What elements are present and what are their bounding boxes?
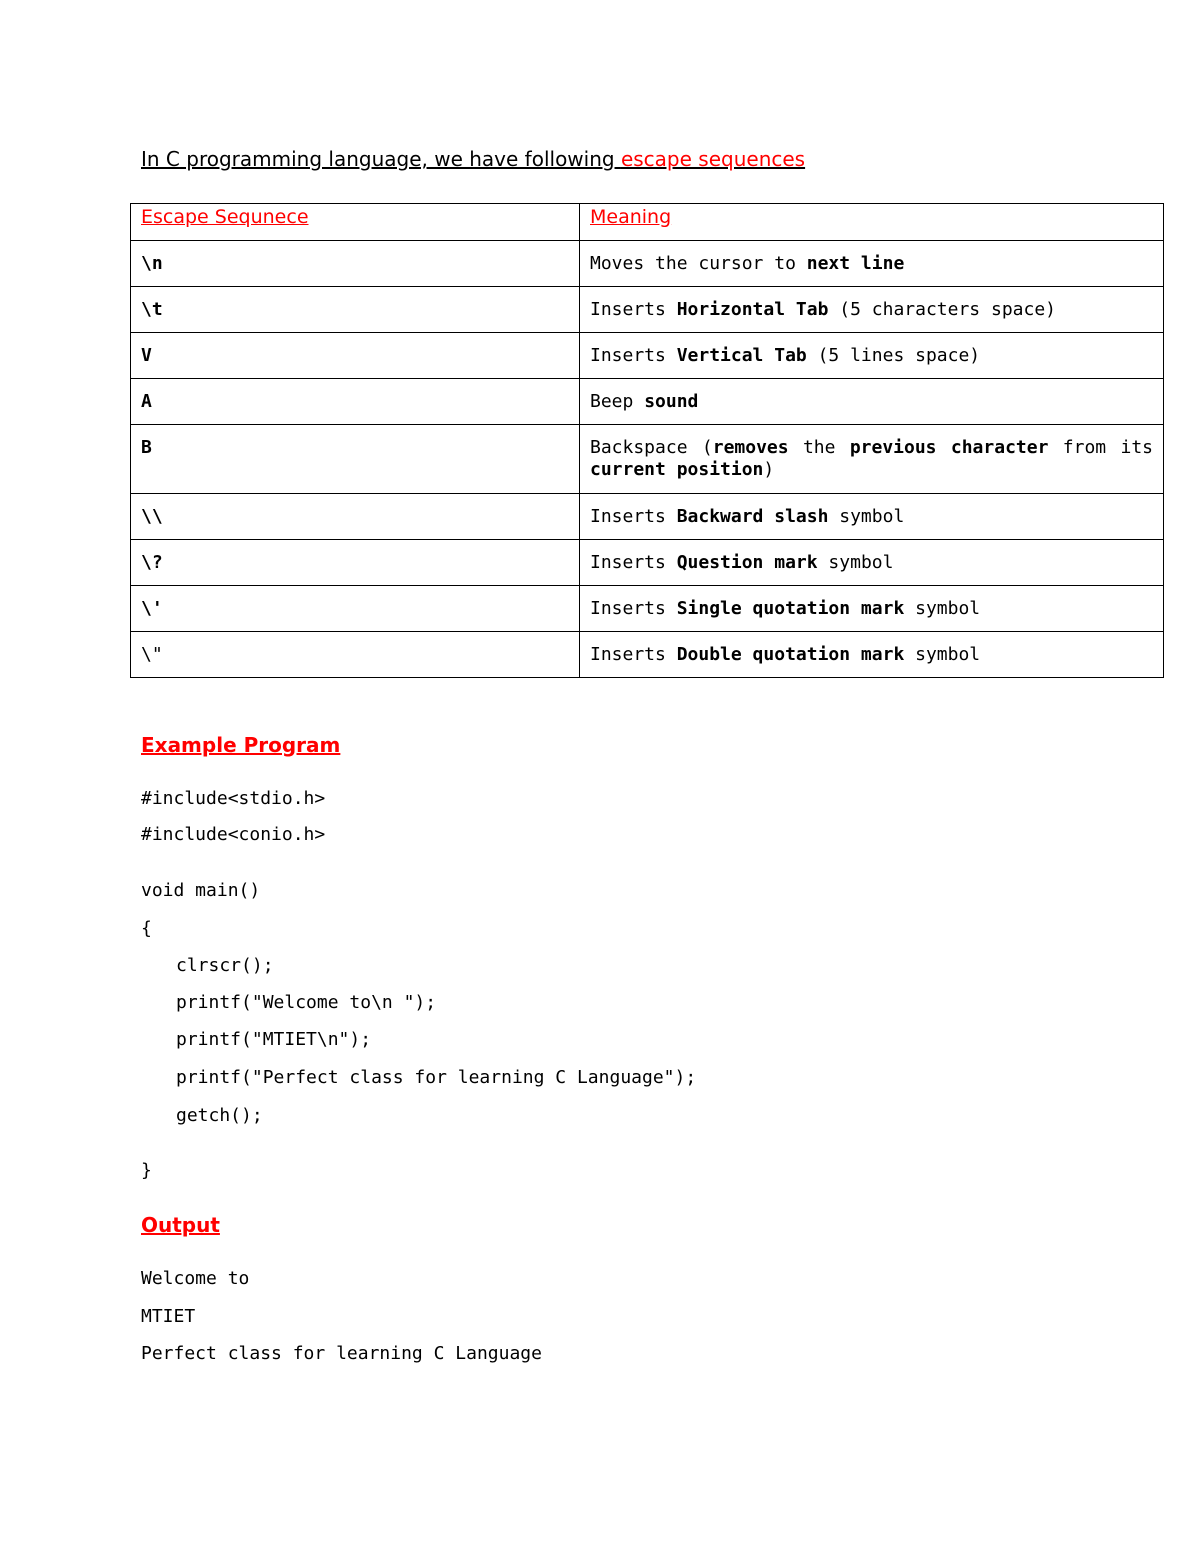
code-line: #include<stdio.h> (141, 788, 326, 809)
output-heading: Output (141, 1213, 220, 1237)
meaning-cell: Beep sound (580, 379, 1164, 425)
meaning-cell: Inserts Vertical Tab (5 lines space) (580, 333, 1164, 379)
table-row (131, 333, 1164, 379)
output-line: MTIET (141, 1306, 196, 1327)
output-line: Welcome to (141, 1268, 250, 1289)
table-row (131, 494, 1164, 540)
code-line: getch(); (176, 1105, 263, 1126)
header-meaning: Meaning (580, 204, 1164, 241)
meaning-cell: Inserts Single quotation mark symbol (580, 586, 1164, 632)
escape-cell: \' (131, 586, 580, 632)
escape-cell: V (131, 333, 580, 379)
output-line: Perfect class for learning C Language (141, 1343, 542, 1364)
code-line: printf("MTIET\n"); (176, 1029, 372, 1050)
code-line: printf("Welcome to\n "); (176, 992, 437, 1013)
code-line: printf("Perfect class for learning C Language"); (176, 1067, 697, 1088)
meaning-cell: Inserts Backward slash symbol (580, 494, 1164, 540)
meaning-cell: Backspace (removes the previous character from its current position) (580, 425, 1164, 494)
code-line: } (141, 1160, 152, 1181)
escape-cell: \n (131, 241, 580, 287)
table-row (131, 425, 1164, 494)
escape-cell: B (131, 425, 580, 494)
meaning-cell: Moves the cursor to next line (580, 241, 1164, 287)
example-heading: Example Program (141, 733, 341, 757)
escape-cell: \t (131, 287, 580, 333)
code-line: #include<conio.h> (141, 824, 326, 845)
table-row (131, 287, 1164, 333)
code-line: void main() (141, 880, 261, 901)
escape-cell: \? (131, 540, 580, 586)
code-line: clrscr(); (176, 955, 274, 976)
table-header-row (131, 204, 1164, 241)
code-line: { (141, 918, 152, 939)
escape-cell: \\ (131, 494, 580, 540)
header-escape-sequence: Escape Sequnece (131, 204, 580, 241)
intro-highlight: escape sequences (620, 147, 806, 171)
table-row (131, 586, 1164, 632)
table-row (131, 632, 1164, 678)
table-row (131, 379, 1164, 425)
table-row (131, 241, 1164, 287)
meaning-cell: Inserts Question mark symbol (580, 540, 1164, 586)
escape-sequence-table (130, 203, 1164, 678)
table-row (131, 540, 1164, 586)
intro-sentence (141, 147, 805, 171)
meaning-cell: Inserts Double quotation mark symbol (580, 632, 1164, 678)
meaning-cell: Inserts Horizontal Tab (5 characters space) (580, 287, 1164, 333)
intro-text: In C programming language, we have following (141, 147, 621, 171)
escape-cell: A (131, 379, 580, 425)
escape-cell: \" (131, 632, 580, 678)
